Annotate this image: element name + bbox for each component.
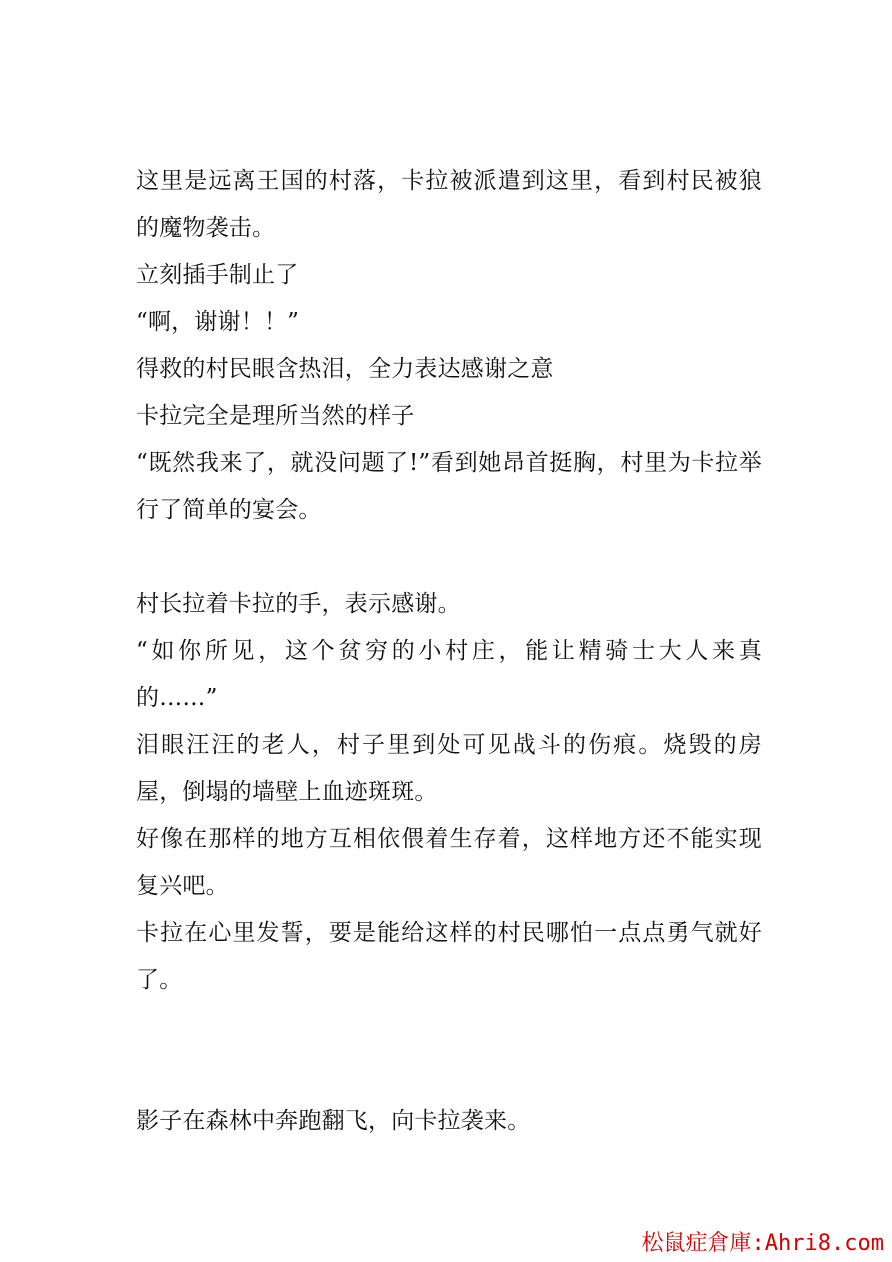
paragraph-village-chief: 村长拉着卡拉的手，表示感谢。 xyxy=(136,591,461,617)
paragraph-village-intro: 这里是远离王国的村落，卡拉被派遣到这里，看到村民被狼的魔物袭击。 xyxy=(136,168,762,241)
document-body xyxy=(136,158,762,1145)
paragraph-spacer xyxy=(136,534,762,581)
paragraph-shadow-attack: 影子在森林中奔跑翻飞，向卡拉袭来。 xyxy=(136,1108,531,1134)
paragraph-battle-scars: 泪眼汪汪的老人，村子里到处可见战斗的伤痕。烧毁的房屋，倒塌的墙壁上血迹斑斑。 xyxy=(136,732,762,805)
paragraph-revival: 好像在那样的地方互相依偎着生存着，这样地方还不能实现复兴吧。 xyxy=(136,826,762,899)
paragraph-villager-grateful: 得救的村民眼含热泪，全力表达感谢之意 xyxy=(136,356,554,382)
section-spacer xyxy=(136,1004,762,1098)
paragraph-thanks-quote: “啊，谢谢！！” xyxy=(136,309,300,335)
watermark-text: 松鼠症倉庫:Ahri8.com xyxy=(641,1231,884,1256)
paragraph-chief-quote: “如你所见，这个贫穷的小村庄，能让精骑士大人来真的……” xyxy=(136,638,762,711)
paragraph-kara-vow: 卡拉在心里发誓，要是能给这样的村民哪怕一点点勇气就好了。 xyxy=(136,920,762,993)
paragraph-intervene: 立刻插手制止了 xyxy=(136,262,299,288)
paragraph-kara-natural: 卡拉完全是理所当然的样子 xyxy=(136,403,415,429)
paragraph-banquet: “既然我来了，就没问题了!”看到她昂首挺胸，村里为卡拉举行了简单的宴会。 xyxy=(136,450,762,523)
